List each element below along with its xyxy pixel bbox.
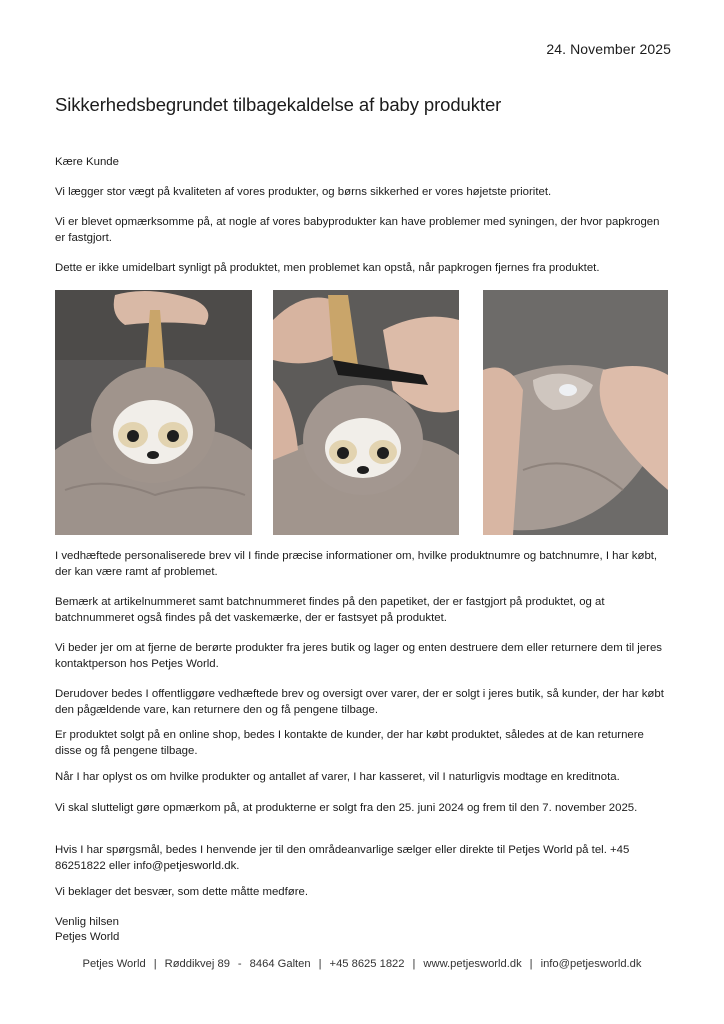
body-paragraph-7: Vi skal slutteligt gøre opmærkom på, at produkterne er solgt fra den 25. juni 2024 og frem til den 7. november 2025. — [55, 802, 638, 814]
body-paragraph-5: Er produktet solgt på en online shop, bedes I kontakte de kunder, der har købt produktet, således at de kan returnere disse og få pengene tilbage. — [55, 729, 644, 757]
intro-paragraph-3: Dette er ikke umidelbart synligt på produktet, men problemet kan opstå, når papkrogen fjernes fra produktet. — [55, 262, 600, 274]
intro-paragraph-1: Vi lægger stor vægt på kvaliteten af vores produkter, og børns sikkerhed er vores højetste prioritet. — [55, 186, 552, 198]
footer-company: Petjes World — [82, 958, 146, 970]
body-paragraph-6: Når I har oplyst os om hvilke produkter og antallet af varer, I har kasseret, vil I naturligvis modtage en kreditnota. — [55, 771, 620, 783]
date: 24. November 2025 — [546, 41, 671, 57]
body-paragraph-9: Vi beklager det besvær, som dette måtte medføre. — [55, 886, 309, 898]
footer-website-link[interactable]: www.petjesworld.dk — [423, 958, 522, 970]
closing: Venlig hilsen — [55, 916, 119, 928]
greeting: Kære Kunde — [55, 156, 119, 168]
body-paragraph-3: Vi beder jer om at fjerne de berørte produkter fra jeres butik og lager og enten destruere dem eller returnere dem til jeres kontaktperson hos Petjes World. — [55, 642, 662, 670]
footer-dash: - — [237, 958, 242, 970]
footer-city: 8464 Galten — [249, 958, 311, 970]
page-title: Sikkerhedsbegrundet tilbagekaldelse af baby produkter — [55, 94, 502, 115]
footer — [0, 958, 724, 970]
footer-address: Røddikvej 89 — [164, 958, 230, 970]
footer-separator: | — [412, 958, 416, 970]
intro-paragraph-2: Vi er blevet opmærksomme på, at nogle af vores babyprodukter kan have problemer med syningen, der hvor papkrogen er fastgjort. — [55, 216, 660, 244]
footer-phone: +45 8625 1822 — [329, 958, 405, 970]
footer-separator: | — [318, 958, 322, 970]
photo-stitching-detail — [483, 290, 668, 535]
signature: Petjes World — [55, 931, 120, 943]
footer-email-link[interactable]: info@petjesworld.dk — [540, 958, 642, 970]
body-paragraph-4: Derudover bedes I offentliggøre vedhæftede brev og oversigt over varer, der er solgt i jeres butik, så kunder, der har købt den pågældende vare, kan returnere den og få pengene tilbage. — [55, 688, 664, 716]
footer-separator: | — [529, 958, 533, 970]
body-paragraph-1: I vedhæftede personaliserede brev vil I finde præcise informationer om, hvilke produktnumre og batchnumre, I har købt, der kan være ramt af problemet. — [55, 550, 658, 578]
photo-plush-with-hook — [55, 290, 252, 535]
body-paragraph-8: Hvis I har spørgsmål, bedes I henvende jer til den områdeanvarlige sælger eller direkte til Petjes World på tel. +45 86251822 eller info@petjesworld.dk. — [55, 844, 630, 872]
body-paragraph-2: Bemærk at artikelnummeret samt batchnummeret findes på den papetiket, der er fastgjort på produktet, og at batchnummeret også findes på det vaskemærke, der er fastsyet på produktet. — [55, 596, 605, 624]
photo-cutting-hook — [273, 290, 459, 535]
footer-separator: | — [153, 958, 157, 970]
product-photos — [55, 290, 668, 535]
